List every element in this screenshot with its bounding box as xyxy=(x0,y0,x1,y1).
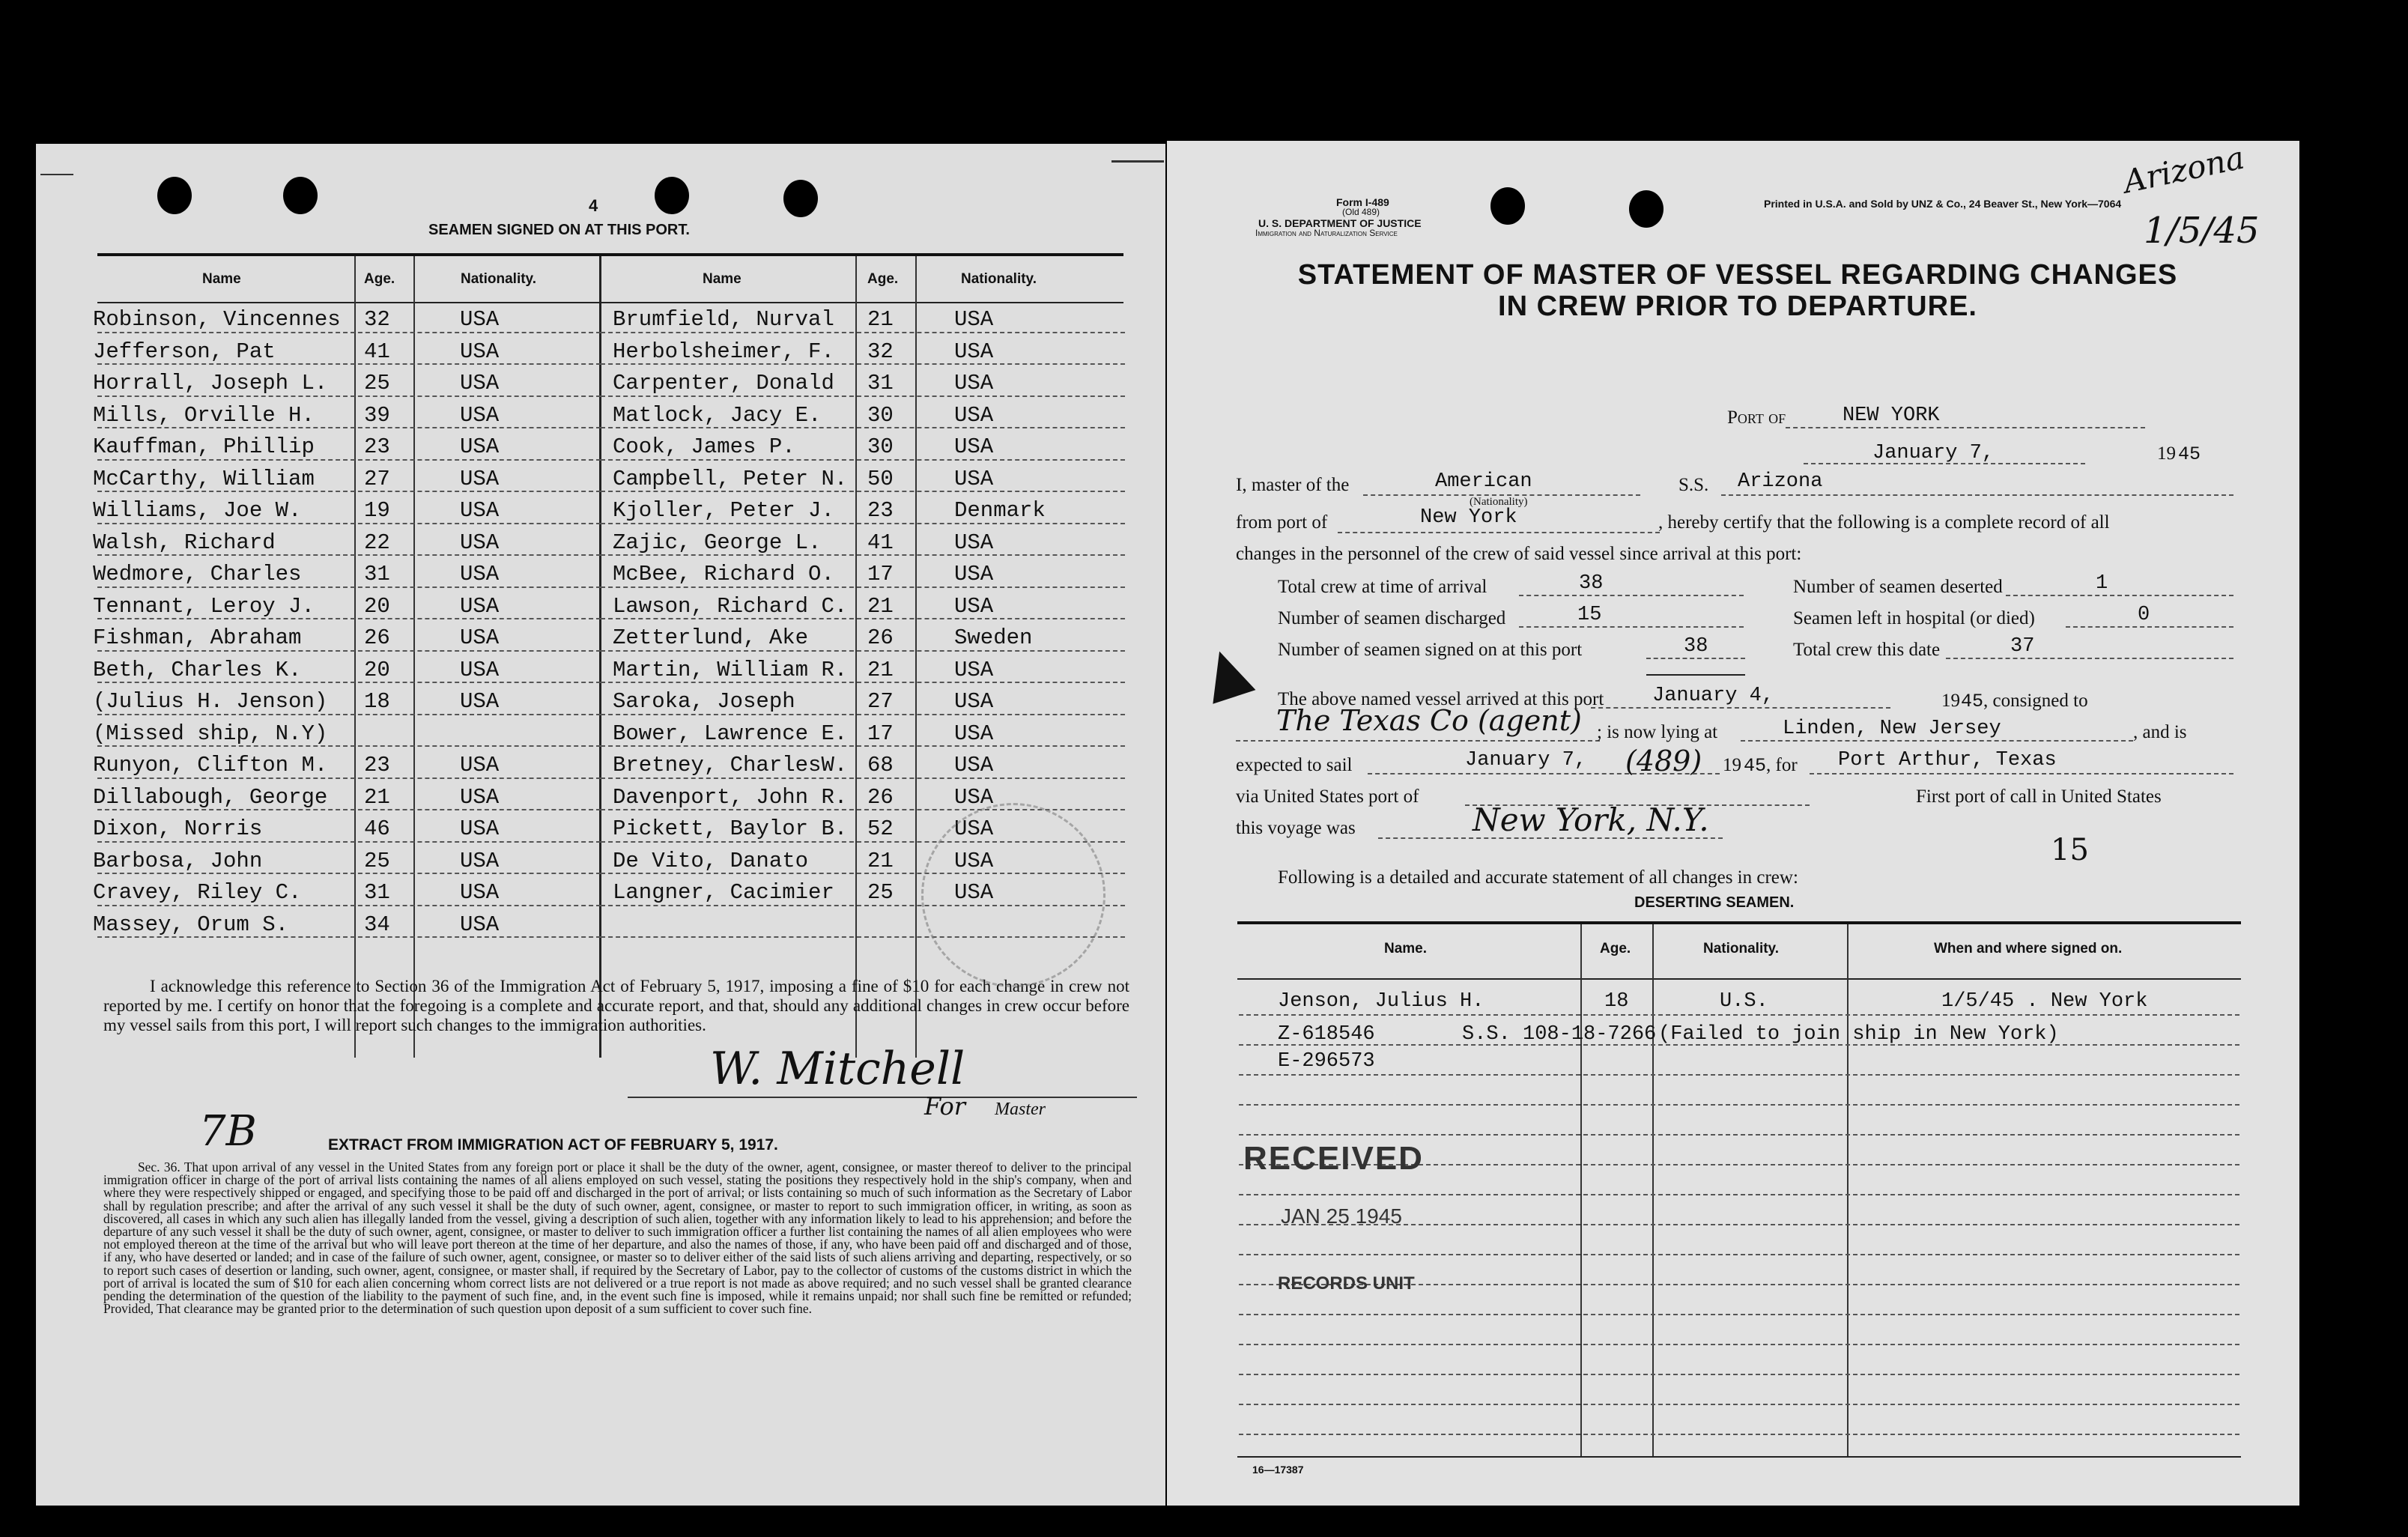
deserted-label: Number of seamen deserted xyxy=(1793,577,2003,597)
crew-cell-nat: USA xyxy=(460,562,500,586)
crew-cell-name: Runyon, Clifton M. xyxy=(93,753,328,777)
service-name: Immigration and Naturalization Service xyxy=(1255,228,1398,238)
crew-cell-nat: USA xyxy=(954,307,994,332)
extract-text: Sec. 36. That upon arrival of any vessel in the United States from any foreign port or place it shall be the duty of the owner, agent, consignee, or master thereof to deliver to the principal immigration officer in charge of the port of arrival lists containing the names of all aliens employed on such vessel, stating the positions they respectively hold in the ship's company, when and where they were respectively shipped or engaged, and specifying those to be paid off and discharged in the port of arrival; or lists containing so much of such information as the Secretary of Labor shall by regulation prescribe; and after the arrival of any such vessel it shall be the duty of such owner, agent, consignee, or master to report to such immigration officer, in writing, as soon as discovered, all cases in which any such alien has illegally landed from the vessel, giving a description of such alien, together with any information likely to lead to his apprehension; and before the departure of any such vessel it shall be the duty of such owner, agent, consignee, or master to deliver to such immigration officer a further list containing the names of all alien employees who were not employed thereon at the time of the arrival but who will leave port thereon at the time of her departure, and also the names of those, if any, who have been paid off and discharged and of those, if any, who have deserted or landed; and in case of the failure of such owner, agent, consignee, or master so to deliver either of the said lists of such aliens arriving and departing, respectively, or so to report such cases of desertion or landing, such owner, agent, consignee, or master shall, if required by the Secretary of Labor, pay to the collector of customs of the customs district in which the port of arrival is located the sum of $10 for each alien concerning whom correct lists are not delivered or a true report is not made as above required; and no such vessel shall be granted clearance pending the determination of the question of the liability to the payment of such fine, and, in the event such fine is imposed, while it remains unpaid; nor shall such fine be remitted or refunded; Provided, That clearance may be granted prior to the determination of such question upon deposit of a sum sufficient to cover such fine. xyxy=(103,1159,1132,1317)
crew-cell-name: Tennant, Leroy J. xyxy=(93,593,315,619)
crew-row-line xyxy=(97,873,601,874)
total-arrival-label: Total crew at time of arrival xyxy=(1278,577,1487,597)
form-old-number: (Old 489) xyxy=(1342,207,1380,217)
consigned-label: , consigned to xyxy=(1983,691,2088,711)
crew-row-line xyxy=(97,682,601,683)
crew-cell-name: McCarthy, William xyxy=(93,466,315,491)
crew-row-line xyxy=(601,523,1125,524)
field-line xyxy=(1519,626,1744,628)
col-header-name: Name xyxy=(703,271,741,287)
crew-cell-age: 21 xyxy=(867,657,894,682)
crew-cell-nat: Sweden xyxy=(954,625,1033,650)
col-divider xyxy=(1652,924,1654,1456)
desert-nationality: U.S. xyxy=(1720,990,1768,1013)
crew-cell-nat: USA xyxy=(460,530,500,555)
crew-cell-name: Pickett, Baylor B. xyxy=(613,816,848,841)
expected-label: expected to sail xyxy=(1236,755,1353,775)
port-value: NEW YORK xyxy=(1843,404,1940,427)
hand-number: 15 xyxy=(2051,833,2089,867)
crew-cell-nat: USA xyxy=(954,434,994,459)
desert-note: (Failed to join ship in New York) xyxy=(1658,1023,2059,1046)
crew-row-line xyxy=(97,332,601,333)
crew-cell-age: 68 xyxy=(867,753,894,777)
punch-hole xyxy=(283,177,318,214)
form-title-line1: STATEMENT OF MASTER OF VESSEL REGARDING CHANGES xyxy=(1297,259,2178,291)
crew-cell-name: Williams, Joe W. xyxy=(93,498,302,523)
col-header-nationality: Nationality. xyxy=(461,271,536,287)
crew-row-line xyxy=(601,363,1125,365)
desert-name: Jenson, Julius H. xyxy=(1278,990,1484,1013)
punch-hole xyxy=(1629,190,1664,228)
crew-cell-name: Kauffman, Phillip xyxy=(93,434,315,459)
crew-row-line xyxy=(97,650,601,652)
crew-cell-nat: USA xyxy=(460,593,500,619)
crew-cell-nat: USA xyxy=(954,657,994,682)
nationality-label: (Nationality) xyxy=(1470,496,1528,508)
crew-cell-age: 26 xyxy=(867,625,894,650)
desert-id2: E-296573 xyxy=(1278,1050,1375,1073)
crew-cell-name: Lawson, Richard C. xyxy=(613,593,848,619)
crew-row-line xyxy=(601,682,1125,683)
desert-row-line xyxy=(1239,1194,2239,1195)
date-year: 45 xyxy=(2178,443,2201,465)
deserting-title: DESERTING SEAMEN. xyxy=(1634,894,1795,911)
crew-row-line xyxy=(97,523,601,524)
crew-cell-nat: USA xyxy=(954,402,994,428)
page-mark xyxy=(40,174,73,175)
crew-cell-age: 22 xyxy=(364,530,390,555)
field-line xyxy=(2066,626,2233,628)
col-divider xyxy=(1847,924,1849,1456)
crew-cell-nat: USA xyxy=(954,816,994,841)
hospital-value: 0 xyxy=(2138,604,2150,626)
page-number: 4 xyxy=(589,196,598,215)
crew-cell-name: Saroka, Joseph xyxy=(613,689,795,714)
crew-row-line xyxy=(97,427,601,428)
changes-text: changes in the personnel of the crew of said vessel since arrival at this port: xyxy=(1236,544,1802,564)
crew-cell-age: 32 xyxy=(364,307,390,332)
desert-row-line xyxy=(1239,1254,2239,1255)
crew-cell-nat: USA xyxy=(460,816,500,841)
crew-cell-name: Zetterlund, Ake xyxy=(613,625,809,650)
crew-cell-age: 30 xyxy=(867,434,894,459)
total-date-value: 37 xyxy=(2010,635,2035,658)
crew-row-line xyxy=(601,554,1125,556)
crew-row-line xyxy=(601,745,1125,747)
crew-cell-name: Matlock, Jacy E. xyxy=(613,402,822,428)
field-line xyxy=(1368,773,1720,774)
crew-cell-age: 21 xyxy=(867,848,894,873)
desert-row-line xyxy=(1239,1374,2239,1375)
field-line xyxy=(1591,707,1890,709)
crew-cell-nat: USA xyxy=(954,562,994,586)
total-date-label: Total crew this date xyxy=(1793,640,1941,660)
field-line xyxy=(1946,658,2233,659)
field-line xyxy=(1810,773,2233,774)
crew-cell-name: Walsh, Richard xyxy=(93,530,276,555)
crew-cell-nat: USA xyxy=(954,753,994,777)
crew-cell-age: 26 xyxy=(867,784,894,810)
crew-cell-age: 25 xyxy=(364,848,390,873)
received-stamp: RECEIVED xyxy=(1243,1140,1424,1177)
crew-cell-age: 31 xyxy=(364,562,390,586)
punch-hole xyxy=(655,177,689,214)
crew-cell-name: (Missed ship, N.Y) xyxy=(93,721,328,746)
crew-cell-age: 31 xyxy=(867,371,894,395)
desert-row-line xyxy=(1239,1434,2239,1435)
desert-row-line xyxy=(1239,1104,2239,1106)
punch-hole xyxy=(157,177,192,214)
crew-row-line xyxy=(97,745,601,747)
crew-row-line xyxy=(97,809,601,810)
for-label: , for xyxy=(1766,755,1798,775)
crew-cell-nat: USA xyxy=(460,498,500,523)
crew-cell-name: Davenport, John R. xyxy=(613,784,848,810)
crew-row-line xyxy=(97,618,601,619)
crew-cell-nat: USA xyxy=(460,466,500,491)
crew-cell-name: De Vito, Danato xyxy=(613,848,809,873)
from-port-value: New York xyxy=(1420,506,1517,529)
extract-title: EXTRACT FROM IMMIGRATION ACT OF FEBRUARY 5, 1917. xyxy=(328,1136,778,1153)
crew-cell-name: Campbell, Peter N. xyxy=(613,466,848,491)
crew-cell-name: Dillabough, George xyxy=(93,784,328,810)
expected-value: January 7, xyxy=(1465,749,1587,771)
crew-cell-nat: USA xyxy=(460,880,500,905)
crew-row-line xyxy=(601,491,1125,492)
crew-cell-nat: USA xyxy=(954,721,994,746)
section-title: SEAMEN SIGNED ON AT THIS PORT. xyxy=(428,222,690,238)
desert-col-age: Age. xyxy=(1600,941,1631,957)
signed-on-label: Number of seamen signed on at this port xyxy=(1278,640,1583,660)
crew-cell-name: Wedmore, Charles xyxy=(93,562,302,586)
table-top-rule xyxy=(97,253,1123,256)
discharged-label: Number of seamen discharged xyxy=(1278,608,1506,628)
crew-row-line xyxy=(97,586,601,588)
master-label: Master xyxy=(995,1100,1046,1119)
desert-row-line xyxy=(1239,1134,2239,1136)
crew-row-line xyxy=(97,841,601,843)
date-value: January 7, xyxy=(1872,442,1995,464)
arrived-label: The above named vessel arrived at this port xyxy=(1278,689,1604,709)
crew-cell-age: 23 xyxy=(364,753,390,777)
crew-row-line xyxy=(601,777,1125,779)
crew-row-line xyxy=(97,395,601,397)
crew-cell-age: 46 xyxy=(364,816,390,841)
crew-cell-nat: USA xyxy=(460,402,500,428)
crew-cell-age: 39 xyxy=(364,402,390,428)
desert-col-nationality: Nationality. xyxy=(1703,941,1779,957)
crew-cell-name: Horrall, Joseph L. xyxy=(93,371,328,395)
crew-cell-nat: USA xyxy=(460,434,500,459)
crew-row-line xyxy=(97,936,601,938)
discharged-value: 15 xyxy=(1577,604,1602,626)
crew-cell-age: 27 xyxy=(364,466,390,491)
field-line xyxy=(1236,740,1600,742)
crew-cell-name: Dixon, Norris xyxy=(93,816,263,841)
hospital-label: Seamen left in hospital (or died) xyxy=(1793,608,2035,628)
for-value: Port Arthur, Texas xyxy=(1838,749,2057,771)
crew-cell-nat: USA xyxy=(954,593,994,619)
received-stamp-date: JAN 25 1945 xyxy=(1281,1204,1402,1228)
arrived-year-prefix: 19 xyxy=(1941,691,1960,711)
desert-age: 18 xyxy=(1604,990,1629,1013)
crew-row-line xyxy=(601,650,1125,652)
nationality-value: American xyxy=(1435,470,1532,493)
crew-row-line xyxy=(601,586,1125,588)
crew-row-line xyxy=(601,395,1125,397)
footer-code: 16—17387 xyxy=(1252,1464,1304,1476)
field-line xyxy=(1338,532,1660,533)
form-title-line2: IN CREW PRIOR TO DEPARTURE. xyxy=(1498,291,1977,322)
right-page xyxy=(1167,141,2299,1506)
field-line xyxy=(1804,463,2085,464)
crew-cell-age: 26 xyxy=(364,625,390,650)
department: U. S. DEPARTMENT OF JUSTICE xyxy=(1258,217,1422,229)
field-line xyxy=(1721,494,2233,496)
desert-col-when: When and where signed on. xyxy=(1934,941,2123,957)
crew-cell-nat: USA xyxy=(460,753,500,777)
desert-row-line xyxy=(1239,1014,2239,1016)
via-label: via United States port of xyxy=(1236,786,1419,807)
lying-label: ; is now lying at xyxy=(1597,722,1718,742)
crew-cell-nat: USA xyxy=(460,657,500,682)
field-line xyxy=(1378,837,1723,839)
crew-row-line xyxy=(97,714,601,715)
desert-table-header-rule xyxy=(1237,978,2241,980)
crew-cell-name: Carpenter, Donald xyxy=(613,371,834,395)
expected-year: 45 xyxy=(1744,755,1767,777)
desert-row-line xyxy=(1239,1074,2239,1076)
crew-cell-name: Cook, James P. xyxy=(613,434,795,459)
form-number: Form I-489 xyxy=(1336,196,1389,208)
crew-cell-nat: Denmark xyxy=(954,498,1046,523)
crew-cell-name: McBee, Richard O. xyxy=(613,562,834,586)
crew-cell-nat: USA xyxy=(460,625,500,650)
crew-row-line xyxy=(97,491,601,492)
crew-cell-age: 50 xyxy=(867,466,894,491)
consignee-value: The Texas Co (agent) xyxy=(1276,704,1582,737)
from-port-label: from port of xyxy=(1236,512,1328,533)
crew-cell-nat: USA xyxy=(954,466,994,491)
certify-text: , hereby certify that the following is a complete record of all xyxy=(1658,512,2110,533)
crew-cell-nat: USA xyxy=(954,880,994,905)
crew-cell-nat: USA xyxy=(460,307,500,332)
crew-cell-age: 41 xyxy=(364,339,390,364)
expected-year-prefix: 19 xyxy=(1723,755,1741,775)
crew-cell-name: Massey, Orum S. xyxy=(93,912,289,937)
crew-cell-name: Bretney, CharlesW. xyxy=(613,753,848,777)
crew-cell-nat: USA xyxy=(954,530,994,555)
crew-cell-nat: USA xyxy=(460,371,500,395)
desert-id1: Z-618546 xyxy=(1278,1023,1375,1046)
ss-label: S.S. xyxy=(1678,475,1709,495)
date-year-prefix: 19 xyxy=(2157,443,2176,464)
crew-cell-age: 34 xyxy=(364,912,390,937)
total-arrival-value: 38 xyxy=(1579,572,1604,595)
crew-row-line xyxy=(97,363,601,365)
port-label: Port of xyxy=(1727,407,1786,428)
circular-stamp xyxy=(921,803,1106,987)
crew-cell-name: (Julius H. Jenson) xyxy=(93,689,328,714)
crew-cell-name: Fishman, Abraham xyxy=(93,625,302,650)
corner-note-date: 1/5/45 xyxy=(2144,210,2260,252)
punch-hole xyxy=(1490,187,1525,225)
crew-cell-age: 17 xyxy=(867,562,894,586)
field-line xyxy=(1741,740,2133,742)
crew-cell-age: 21 xyxy=(364,784,390,810)
first-port-label: First port of call in United States xyxy=(1916,786,2162,807)
crew-cell-name: Bower, Lawrence E. xyxy=(613,721,848,746)
crew-cell-age: 25 xyxy=(364,371,390,395)
crew-cell-nat: USA xyxy=(954,339,994,364)
desert-ss: S.S. 108-18-7266 xyxy=(1462,1023,1657,1046)
col-header-age: Age. xyxy=(867,271,899,287)
following-text: Following is a detailed and accurate statement of all changes in crew: xyxy=(1278,867,1798,888)
crew-cell-nat: USA xyxy=(460,339,500,364)
col-header-nationality: Nationality. xyxy=(961,271,1037,287)
left-page xyxy=(36,144,1165,1506)
desert-row-line xyxy=(1239,1344,2239,1345)
crew-cell-age: 20 xyxy=(364,593,390,619)
field-line xyxy=(1646,658,1745,659)
crew-row-line xyxy=(97,459,601,461)
master-signature: W. Mitchell xyxy=(710,1043,965,1095)
crew-cell-nat: USA xyxy=(954,371,994,395)
crew-row-line xyxy=(97,777,601,779)
crew-cell-name: Zajic, George L. xyxy=(613,530,822,555)
crew-cell-age: 17 xyxy=(867,721,894,746)
crew-row-line xyxy=(97,905,601,906)
crew-cell-name: Langner, Cacimier xyxy=(613,880,834,905)
desert-row-line xyxy=(1239,1404,2239,1405)
printer-note: Printed in U.S.A. and Sold by UNZ & Co., 24 Beaver St., New York—7064 xyxy=(1764,198,2122,210)
crew-cell-age: 31 xyxy=(364,880,390,905)
signature-for: For xyxy=(924,1092,966,1121)
table-header-rule xyxy=(97,302,1123,303)
crew-cell-age: 52 xyxy=(867,816,894,841)
crew-cell-age: 21 xyxy=(867,593,894,619)
crew-row-line xyxy=(601,714,1125,715)
total-rule xyxy=(1646,674,1745,676)
crew-cell-age: 41 xyxy=(867,530,894,555)
arrived-value: January 4, xyxy=(1652,685,1774,707)
expected-note: (489) xyxy=(1625,745,1702,777)
crew-cell-nat: USA xyxy=(460,848,500,873)
signed-on-value: 38 xyxy=(1684,635,1708,658)
ship-value: Arizona xyxy=(1738,470,1823,493)
crew-cell-nat: USA xyxy=(460,784,500,810)
deserted-value: 1 xyxy=(2096,572,2108,595)
crew-cell-name: Brumfield, Nurval xyxy=(613,307,834,332)
desert-row-line xyxy=(1239,1314,2239,1315)
and-is-label: , and is xyxy=(2133,722,2187,742)
field-line xyxy=(2006,595,2233,596)
punch-hole xyxy=(783,180,818,217)
crew-cell-age: 18 xyxy=(364,689,390,714)
crew-cell-name: Barbosa, John xyxy=(93,848,263,873)
crew-cell-age: 19 xyxy=(364,498,390,523)
crew-cell-age: 20 xyxy=(364,657,390,682)
crew-row-line xyxy=(601,459,1125,461)
col-header-age: Age. xyxy=(364,271,395,287)
crew-row-line xyxy=(601,332,1125,333)
crew-cell-age: 27 xyxy=(867,689,894,714)
crew-row-line xyxy=(97,554,601,556)
crew-cell-nat: USA xyxy=(954,848,994,873)
corner-note-ship: Arizona xyxy=(2120,139,2248,201)
crew-cell-nat: USA xyxy=(460,689,500,714)
crew-cell-age: 21 xyxy=(867,307,894,332)
voyage-value: New York, N.Y. xyxy=(1473,801,1709,838)
acknowledgement-text: I acknowledge this reference to Section 36 of the Immigration Act of February 5, 1917, imposing a fine of $10 for each change in crew not reported by me. I certify on honor that the foregoing is a complete and accurate report, and that, should any additional changes in crew occur before my vessel sails from this port, I will report such changes to the immigration authorities. xyxy=(103,977,1129,1034)
col-divider xyxy=(1580,924,1582,1456)
crew-cell-name: Mills, Orville H. xyxy=(93,402,315,428)
crew-row-line xyxy=(601,618,1125,619)
crew-cell-age: 25 xyxy=(867,880,894,905)
crew-cell-age: 32 xyxy=(867,339,894,364)
ink-mark xyxy=(1198,644,1256,703)
desert-col-name: Name. xyxy=(1384,941,1428,957)
arrived-year: 45 xyxy=(1961,691,1984,712)
crew-cell-age: 23 xyxy=(867,498,894,523)
col-header-name: Name xyxy=(202,271,241,287)
desert-table-top xyxy=(1237,921,2241,924)
crew-cell-name: Herbolsheimer, F. xyxy=(613,339,834,364)
crew-cell-nat: USA xyxy=(460,912,500,937)
desert-when: 1/5/45 . New York xyxy=(1941,990,2148,1013)
crew-cell-name: Robinson, Vincennes xyxy=(93,307,341,332)
crew-cell-age: 23 xyxy=(364,434,390,459)
received-stamp-unit: RECORDS UNIT xyxy=(1278,1273,1415,1294)
crew-cell-name: Kjoller, Peter J. xyxy=(613,498,834,523)
signature-line xyxy=(628,1097,1137,1098)
desert-table-bottom xyxy=(1237,1456,2241,1458)
voyage-label: this voyage was xyxy=(1236,818,1356,838)
crew-cell-name: Jefferson, Pat xyxy=(93,339,276,364)
master-of-label: I, master of the xyxy=(1236,475,1350,495)
field-line xyxy=(1519,595,1744,596)
lying-value: Linden, New Jersey xyxy=(1783,718,2001,740)
page-mark xyxy=(1111,160,1164,163)
crew-cell-name: Martin, William R. xyxy=(613,657,848,682)
crew-cell-nat: USA xyxy=(954,689,994,714)
crew-row-line xyxy=(601,427,1125,428)
crew-cell-name: Cravey, Riley C. xyxy=(93,880,302,905)
handwritten-mark: 7B xyxy=(199,1107,257,1156)
field-line xyxy=(1786,427,2145,428)
crew-cell-name: Beth, Charles K. xyxy=(93,657,302,682)
crew-cell-age: 30 xyxy=(867,402,894,428)
crew-cell-nat: USA xyxy=(954,784,994,810)
